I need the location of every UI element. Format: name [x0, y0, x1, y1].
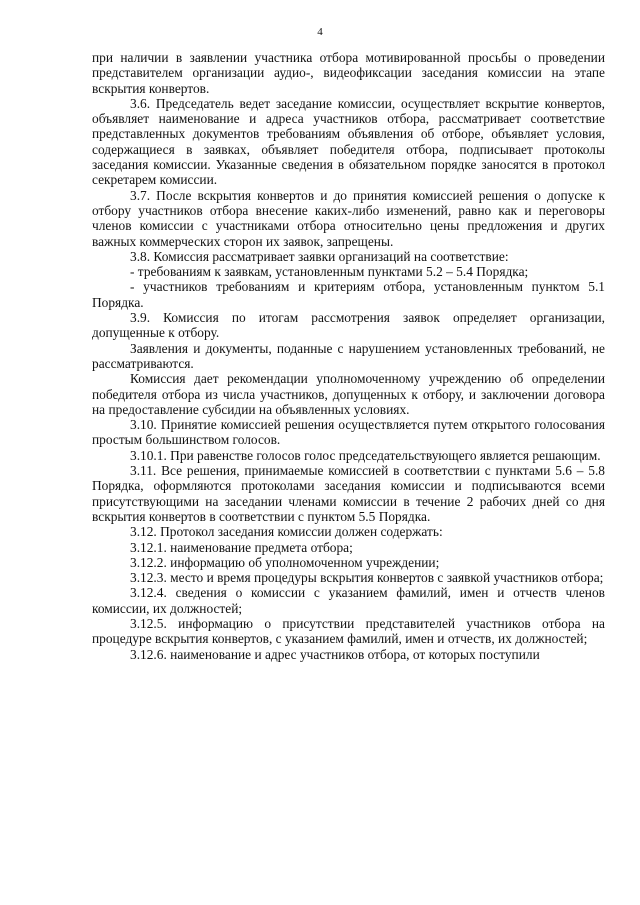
paragraph-3-6: 3.6. Председатель ведет заседание комиссии, осуществляет вскрытие конвертов, объявляет наименование и адреса участников отбора, рассматривает соответствие представленных документов требованиям объявления об отборе, объявляет условия, содержащиеся в заявках, объявляет победителя отбора, подписывает протоколы заседания комиссии. Указанные сведения в обязательном порядке заносятся в протокол секретарем комиссии.	[92, 95, 605, 188]
paragraph-3-10-1: 3.10.1. При равенстве голосов голос председательствующего является решающим.	[130, 447, 601, 463]
paragraph-3-12: 3.12. Протокол заседания комиссии должен содержать:	[130, 524, 443, 540]
paragraph-3-12-5: 3.12.5. информацию о присутствии представителей участников отбора на процедуре вскрытия конвертов, с указанием фамилий, имен и отчеств, их должностей;	[92, 615, 605, 647]
paragraph-continuation: при наличии в заявлении участника отбора мотивированной просьбы о проведении представителем организации аудио-, видеофиксации заседания комиссии на этапе вскрытия конвертов.	[92, 50, 605, 96]
paragraph-3-12-2: 3.12.2. информацию об уполномоченном учреждении;	[130, 554, 440, 570]
paragraph-3-10: 3.10. Принятие комиссией решения осуществляется путем открытого голосования простым большинством голосов.	[92, 417, 605, 448]
paragraph-3-12-1: 3.12.1. наименование предмета отбора;	[130, 539, 353, 555]
paragraph-recommendations: Комиссия дает рекомендации уполномоченному учреждению об определении победителя отбора из числа участников, допущенных к отбору, и заключении договора на предоставление субсидии на объявленных условиях.	[92, 371, 605, 417]
paragraph-3-8: 3.8. Комиссия рассматривает заявки организаций на соответствие:	[130, 248, 509, 264]
paragraph-3-9: 3.9. Комиссия по итогам рассмотрения заявок определяет организации, допущенные к отбору.	[92, 310, 605, 341]
paragraph-3-12-3: 3.12.3. место и время процедуры вскрытия конвертов с заявкой участников отбора;	[130, 570, 604, 586]
paragraph-3-12-6: 3.12.6. наименование и адрес участников отбора, от которых поступили	[130, 646, 540, 662]
list-item-criteria: - участников требованиям и критериям отбора, установленным пунктом 5.1 Порядка.	[92, 279, 605, 310]
paragraph-rejected-applications: Заявления и документы, поданные с нарушением установленных требований, не рассматриваются.	[92, 340, 605, 371]
page-number: 4	[317, 26, 323, 38]
paragraph-3-7: 3.7. После вскрытия конвертов и до принятия комиссией решения о допуске к отбору участников отбора внесение каких-либо изменений, равно как и переговоры членов комиссии с участниками отбора относительно цены предложения и других важных коммерческих сторон их заявок, запрещены.	[92, 187, 605, 249]
list-item-requirements: - требованиям к заявкам, установленным пунктами 5.2 – 5.4 Порядка;	[130, 264, 529, 280]
paragraph-3-12-4: 3.12.4. сведения о комиссии с указанием фамилий, имен и отчеств членов комиссии, их должностей;	[92, 585, 605, 616]
document-body	[92, 50, 605, 662]
paragraph-3-11: 3.11. Все решения, принимаемые комиссией в соответствии с пунктами 5.6 – 5.8 Порядка, оформляются протоколами заседания комиссии и подписываются всеми присутствующими на заседании членами комиссии в течение 2 рабочих дней со дня вскрытия конвертов в соответствии с пунктом 5.5 Порядка.	[92, 463, 605, 524]
